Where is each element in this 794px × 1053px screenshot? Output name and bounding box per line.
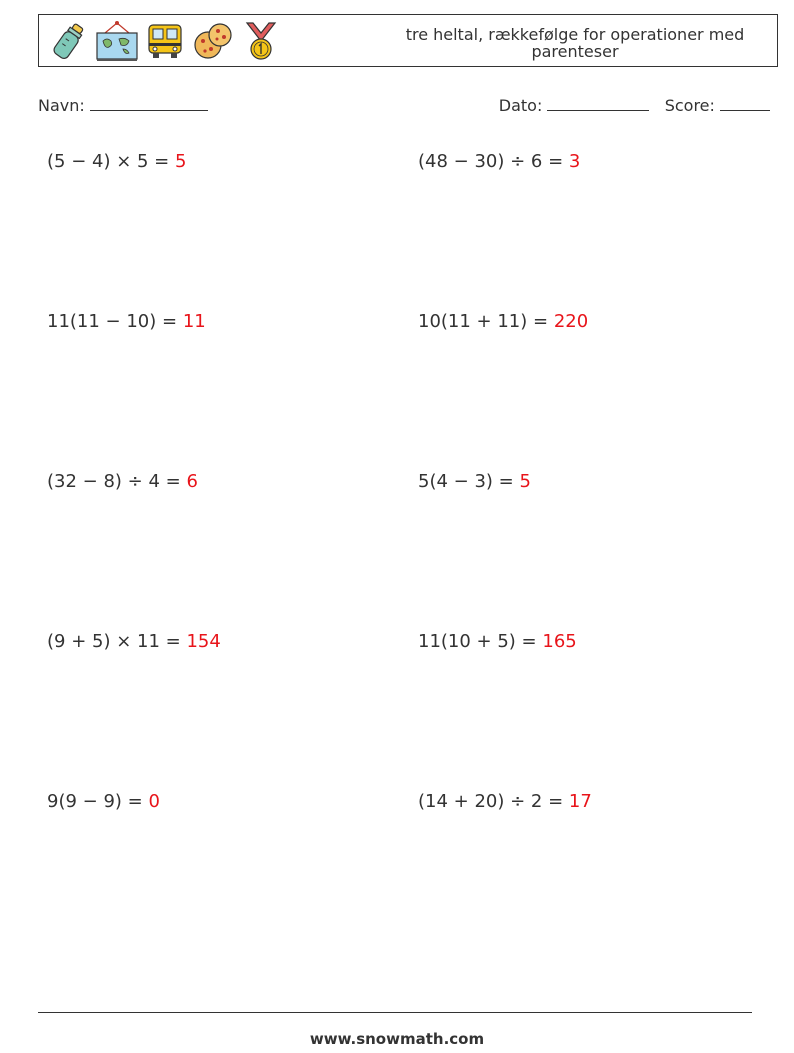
problem-1 bbox=[47, 151, 186, 172]
problem-expression: 11(11 − 10) = bbox=[47, 311, 178, 332]
problem-answer: 0 bbox=[148, 791, 160, 812]
score-blank[interactable] bbox=[720, 94, 770, 111]
problem-expression: (9 + 5) × 11 = bbox=[47, 631, 181, 652]
problem-5 bbox=[47, 471, 198, 492]
problem-expression: (48 − 30) ÷ 6 = bbox=[418, 151, 564, 172]
feeding-bottle-icon bbox=[47, 19, 91, 63]
medal-icon bbox=[239, 19, 283, 63]
footer-site[interactable]: www.snowmath.com bbox=[309, 1030, 485, 1048]
problem-expression: 5(4 − 3) = bbox=[418, 471, 514, 492]
name-label: Navn: bbox=[38, 96, 85, 115]
problem-10 bbox=[418, 791, 592, 812]
problem-answer: 165 bbox=[542, 631, 577, 652]
problem-answer: 5 bbox=[519, 471, 531, 492]
problem-answer: 17 bbox=[568, 791, 592, 812]
problem-answer: 11 bbox=[182, 311, 206, 332]
problem-answer: 220 bbox=[553, 311, 589, 332]
problem-answer: 6 bbox=[186, 471, 198, 492]
problem-answer: 5 bbox=[175, 151, 187, 172]
header-icons bbox=[47, 19, 283, 63]
problem-4 bbox=[418, 311, 588, 332]
problem-expression: (32 − 8) ÷ 4 = bbox=[47, 471, 181, 492]
date-score-fields bbox=[499, 94, 770, 115]
worksheet-header bbox=[38, 14, 778, 67]
problem-expression: (5 − 4) × 5 = bbox=[47, 151, 170, 172]
problem-6 bbox=[418, 471, 531, 492]
problem-expression: 10(11 + 11) = bbox=[418, 311, 549, 332]
problem-expression: 11(10 + 5) = bbox=[418, 631, 537, 652]
worksheet-title: tre heltal, rækkefølge for operationer med parenteser bbox=[405, 25, 745, 61]
problem-3 bbox=[47, 311, 206, 332]
date-label: Dato: bbox=[498, 96, 543, 115]
school-bus-icon bbox=[143, 19, 187, 63]
cookies-icon bbox=[191, 19, 235, 63]
problem-2 bbox=[418, 151, 580, 172]
problem-7 bbox=[47, 631, 221, 652]
score-label: Score: bbox=[664, 96, 715, 115]
name-field bbox=[38, 94, 208, 115]
student-info-row bbox=[38, 94, 770, 114]
footer-divider bbox=[38, 1012, 752, 1013]
problem-expression: (14 + 20) ÷ 2 = bbox=[418, 791, 564, 812]
problem-answer: 154 bbox=[186, 631, 221, 652]
map-board-icon bbox=[95, 19, 139, 63]
problem-expression: 9(9 − 9) = bbox=[47, 791, 143, 812]
problem-8 bbox=[418, 631, 577, 652]
name-blank[interactable] bbox=[90, 94, 208, 111]
problem-9 bbox=[47, 791, 160, 812]
date-blank[interactable] bbox=[547, 94, 649, 111]
problem-answer: 3 bbox=[568, 151, 581, 172]
